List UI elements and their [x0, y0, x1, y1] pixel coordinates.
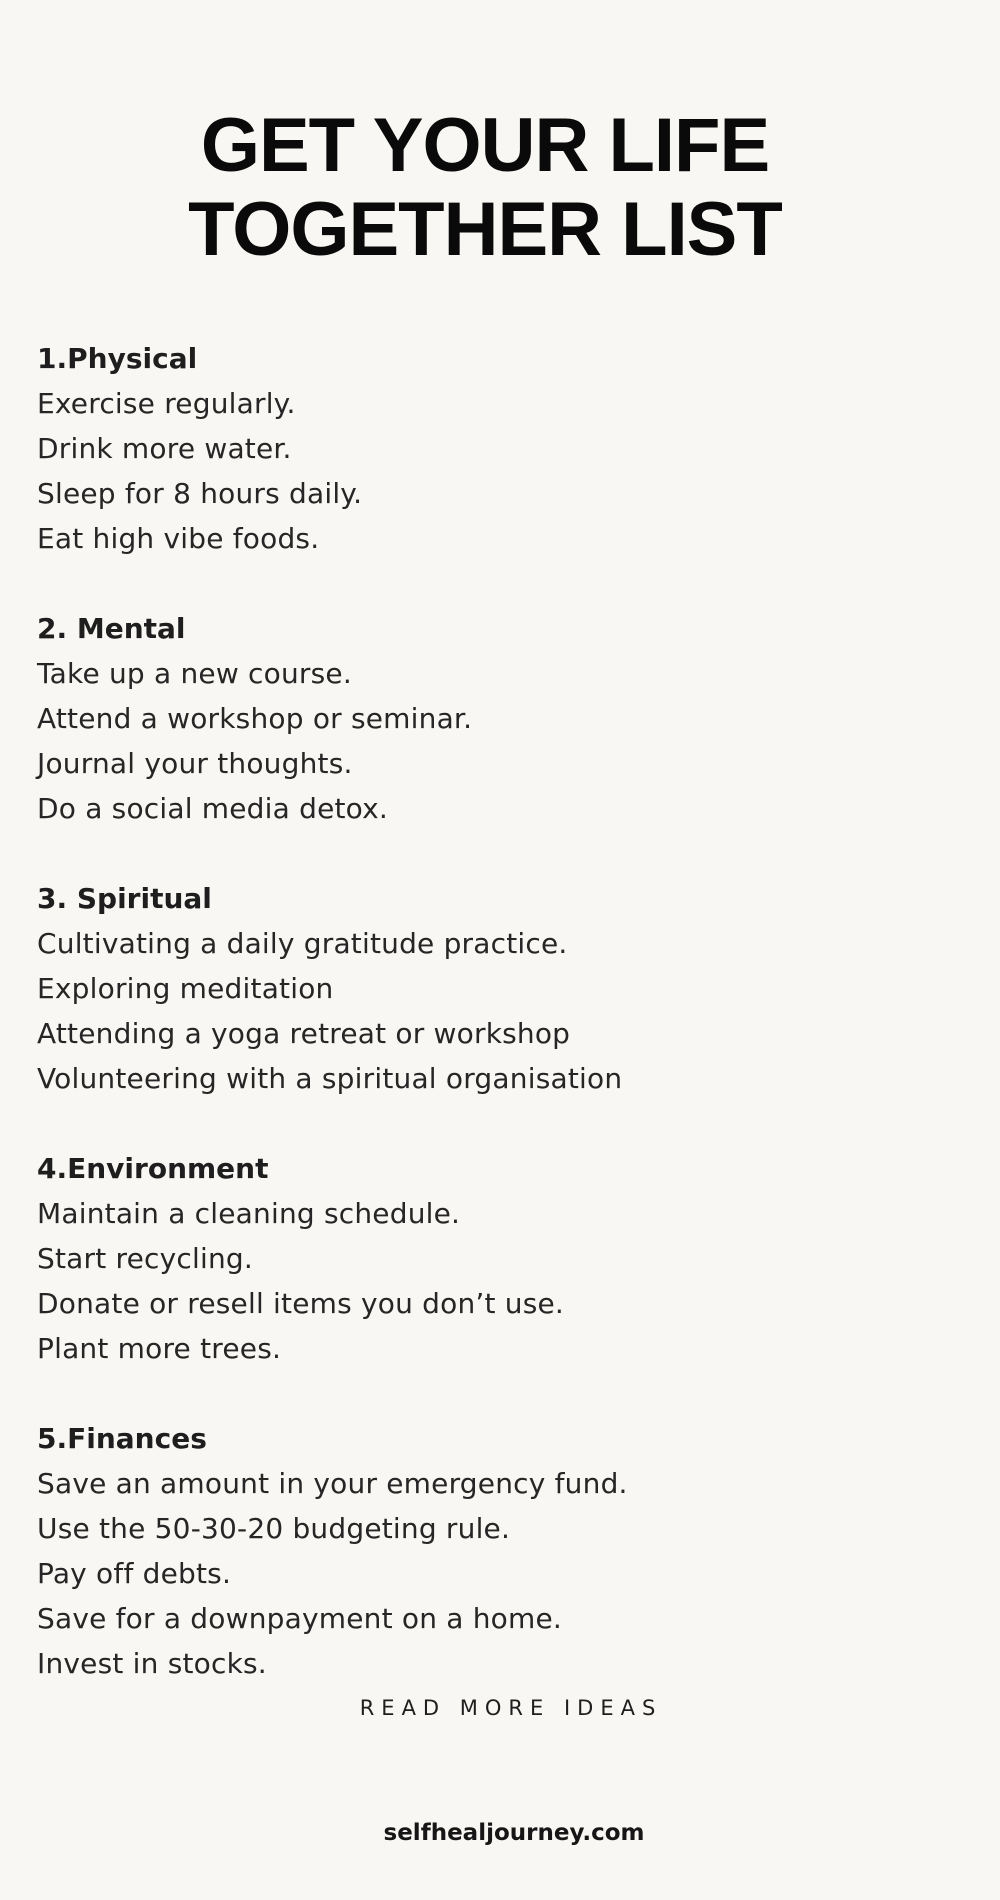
list-item: Sleep for 8 hours daily. — [37, 477, 363, 510]
section-heading: 2. Mental — [37, 612, 186, 645]
list-item: Eat high vibe foods. — [37, 522, 320, 555]
list-item: Take up a new course. — [37, 657, 352, 690]
list-item: Maintain a cleaning schedule. — [37, 1197, 461, 1230]
footer-website: selfhealjourney.com — [383, 1820, 645, 1846]
list-item: Plant more trees. — [37, 1332, 282, 1365]
section — [37, 876, 937, 1101]
list-item: Invest in stocks. — [37, 1647, 267, 1680]
sections-list — [37, 336, 937, 1731]
list-item: Save an amount in your emergency fund. — [37, 1467, 628, 1500]
section — [37, 336, 937, 561]
list-item: Do a social media detox. — [37, 792, 389, 825]
list-item: Exploring meditation — [37, 972, 334, 1005]
list-item: Start recycling. — [37, 1242, 253, 1275]
list-item: Exercise regularly. — [37, 387, 296, 420]
section — [37, 1416, 937, 1686]
read-more-link[interactable]: READ MORE IDEAS — [359, 1696, 663, 1720]
list-item: Volunteering with a spiritual organisation — [37, 1062, 623, 1095]
list-item: Donate or resell items you don’t use. — [37, 1287, 565, 1320]
list-item: Attending a yoga retreat or workshop — [37, 1017, 571, 1050]
section-heading: 4.Environment — [37, 1152, 269, 1185]
title-line-1: GET YOUR LIFE — [200, 103, 770, 188]
list-item: Attend a workshop or seminar. — [37, 702, 473, 735]
section — [37, 606, 937, 831]
list-item: Cultivating a daily gratitude practice. — [37, 927, 568, 960]
section — [37, 1146, 937, 1371]
list-item: Drink more water. — [37, 432, 292, 465]
list-item: Journal your thoughts. — [37, 747, 353, 780]
title-line-2: TOGETHER LIST — [188, 187, 782, 272]
list-item: Pay off debts. — [37, 1557, 232, 1590]
list-item: Use the 50-30-20 budgeting rule. — [37, 1512, 511, 1545]
page-title — [0, 104, 970, 272]
list-item: Save for a downpayment on a home. — [37, 1602, 562, 1635]
section-heading: 5.Finances — [37, 1422, 207, 1455]
section-heading: 3. Spiritual — [37, 882, 212, 915]
section-heading: 1.Physical — [37, 342, 198, 375]
